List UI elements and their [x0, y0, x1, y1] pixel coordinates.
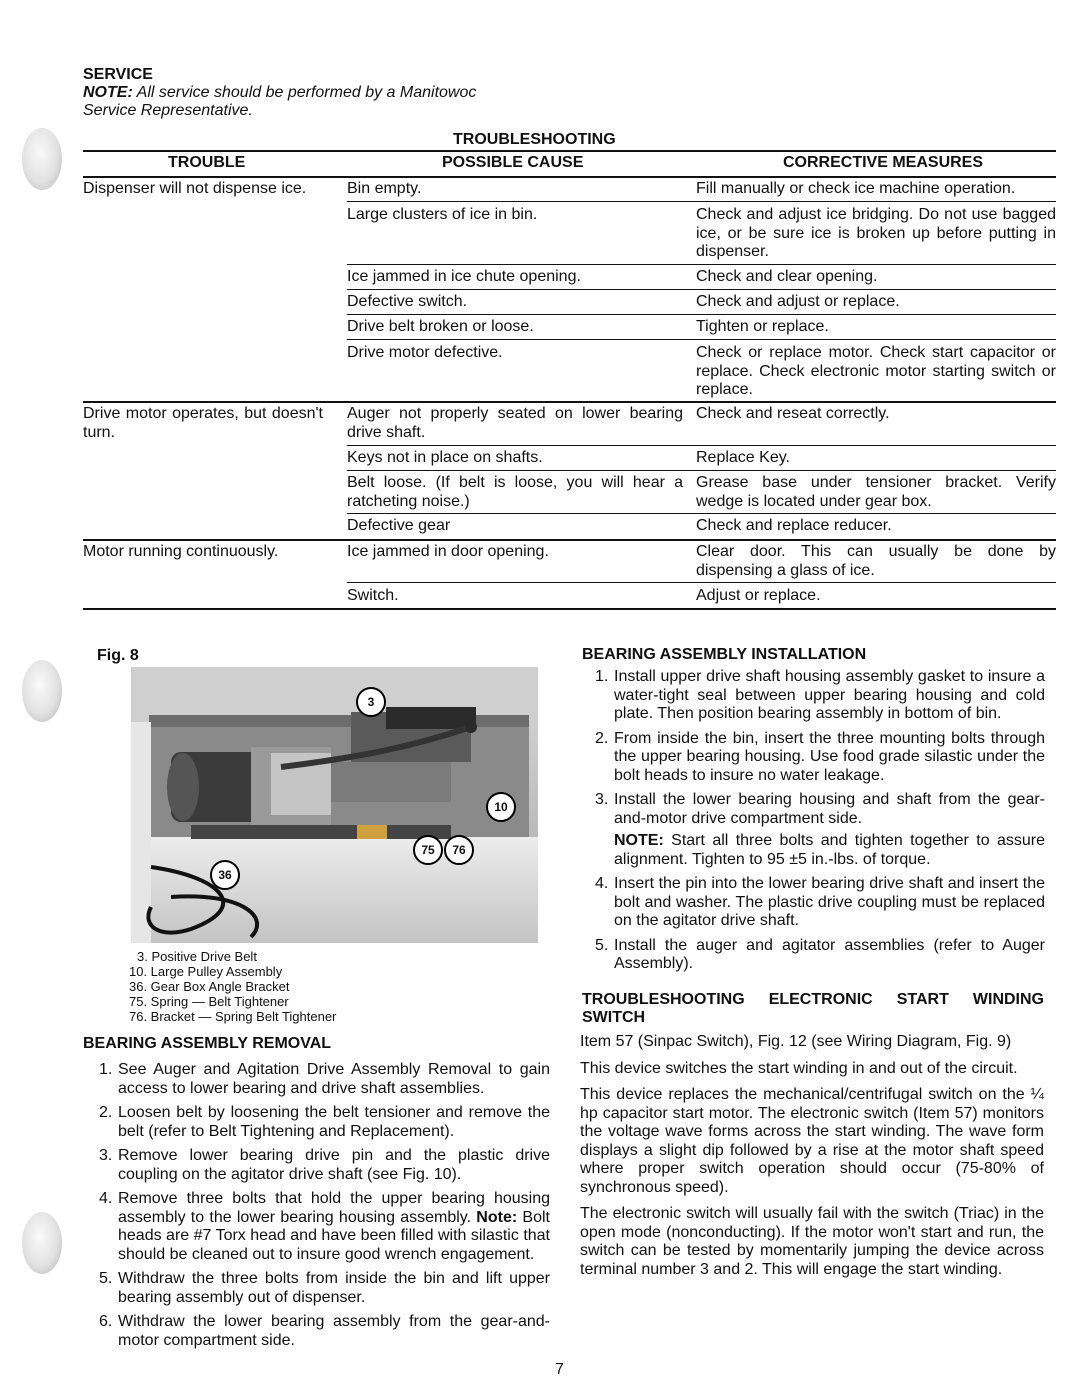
list-item: 1. Install upper drive shaft housing assembly gasket to insure a water-tight seal between upper bearing housing and cold plate. Then position bearing assembly in bottom of bin. — [595, 668, 1045, 722]
measure-cell: Fill manually or check ice machine operation. — [696, 180, 1016, 197]
col-header-trouble: TROUBLE — [168, 154, 246, 171]
installation-heading: BEARING ASSEMBLY INSTALLATION — [582, 646, 867, 663]
measure-cell: Check and adjust ice bridging. Do not use bagged ice, or be sure ice is broken up before putting in dispenser. — [696, 206, 1056, 260]
cause-cell: Defective gear — [347, 517, 451, 534]
switch-heading: TROUBLESHOOTING ELECTRONIC START WINDING SWITCH — [582, 991, 1044, 1026]
list-item: 3. Remove lower bearing drive pin and the plastic drive coupling on the agitator drive shaft (see Fig. 10). — [99, 1147, 550, 1183]
paragraph: The electronic switch will usually fail with the switch (Triac) in the open mode (nonconducting). If the motor won't start and run, the switch can be tested by momentarily jumping the device across terminal number 3 and 2. This will engage the start winding. — [580, 1205, 1044, 1278]
measure-cell: Replace Key. — [696, 449, 790, 466]
troubleshooting-table — [83, 131, 1056, 609]
col-header-cause: POSSIBLE CAUSE — [442, 154, 584, 171]
callout-76: 76 — [444, 835, 474, 865]
paragraph: This device switches the start winding in and out of the circuit. — [580, 1059, 1018, 1077]
paragraph: This device replaces the mechanical/centrifugal switch on the ¼ hp capacitor start motor. The electronic switch (Item 57) monitors the voltage wave forms across the start winding. The wave form displays a slight dip followed by a rise at the motor shaft speed where proper switch operation should occur (75-80% of synchronous speed). — [580, 1086, 1044, 1196]
list-item: 1. See Auger and Agitation Drive Assembly Removal to gain access to lower bearing and drive shaft assemblies. — [99, 1061, 550, 1097]
callout-75: 75 — [413, 835, 443, 865]
list-item: 4. Insert the pin into the lower bearing drive shaft and insert the bolt and washer. The plastic drive coupling must be replaced on the agitator drive shaft. — [595, 875, 1045, 929]
cause-cell: Ice jammed in door opening. — [347, 543, 549, 560]
binder-hole — [22, 660, 62, 722]
measure-cell: Adjust or replace. — [696, 587, 821, 604]
trouble-cell: Drive motor operates, but doesn't turn. — [83, 405, 323, 441]
cause-cell: Bin empty. — [347, 180, 422, 197]
binder-hole — [22, 1212, 62, 1274]
cause-cell: Keys not in place on shafts. — [347, 449, 543, 466]
removal-steps — [81, 1061, 550, 1356]
table-title: TROUBLESHOOTING — [453, 131, 616, 148]
figure-label: Fig. 8 — [97, 647, 139, 664]
measure-cell: Check and adjust or replace. — [696, 293, 900, 310]
figure-captions — [129, 949, 336, 1024]
list-item: 5. Withdraw the three bolts from inside the bin and lift upper bearing assembly out of dispenser. — [99, 1270, 550, 1306]
cause-cell: Ice jammed in ice chute opening. — [347, 268, 581, 285]
note-label: NOTE: — [614, 832, 664, 849]
measure-cell: Clear door. This can usually be done by dispensing a glass of ice. — [696, 543, 1056, 579]
cause-cell: Large clusters of ice in bin. — [347, 206, 538, 223]
col-header-measures: CORRECTIVE MEASURES — [783, 154, 984, 171]
switch-body — [580, 1033, 1044, 1287]
note-line-1: All service should be performed by a Manitowoc — [136, 84, 477, 101]
list-item: 5. Install the auger and agitator assemblies (refer to Auger Assembly). — [595, 936, 1045, 972]
cause-cell: Auger not properly seated on lower bearing drive shaft. — [347, 405, 683, 441]
callout-36: 36 — [210, 860, 240, 890]
cause-cell: Belt loose. (If belt is loose, you will hear a ratcheting noise.) — [347, 474, 683, 510]
measure-cell: Tighten or replace. — [696, 318, 829, 335]
removal-heading: BEARING ASSEMBLY REMOVAL — [83, 1035, 332, 1052]
list-item: 2. From inside the bin, insert the three mounting bolts through the upper bearing housing. Use food grade silastic under the bolt heads to insure no water leakage. — [595, 729, 1045, 784]
measure-cell: Check or replace motor. Check start capacitor or replace. Check electronic motor starting switch or replace. — [696, 344, 1056, 398]
trouble-cell: Motor running continuously. — [83, 543, 279, 560]
measure-cell: Grease base under tensioner bracket. Verify wedge is located under gear box. — [696, 474, 1056, 510]
list-item: 4. Remove three bolts that hold the upper bearing housing assembly to the lower bearing housing assembly. Note: Bolt heads are #7 Torx head and have been filled with silastic that should be cleaned out to insure good wrench engagement. — [99, 1190, 550, 1263]
measure-cell: Check and replace reducer. — [696, 517, 892, 534]
callout-10: 10 — [486, 792, 516, 822]
cause-cell: Defective switch. — [347, 293, 468, 310]
caption-item: 76. Bracket — Spring Belt Tightener — [129, 1009, 337, 1024]
note-line-2: Service Representative. — [83, 102, 253, 119]
callout-3: 3 — [356, 687, 386, 717]
caption-item: 10. Large Pulley Assembly — [129, 964, 283, 979]
list-item: 3. Install the lower bearing housing and shaft from the gear-and-motor drive compartment side. NOTE: Start all three bolts and tighten together to assure alignment. Tighten to 95 ±5 in.-lbs. of torque. — [595, 791, 1045, 868]
list-item: 2. Loosen belt by loosening the belt tensioner and remove the belt (refer to Belt Tightening and Replacement). — [99, 1104, 550, 1140]
motor-assembly-illustration — [131, 667, 538, 943]
caption-item: 75. Spring — Belt Tightener — [129, 994, 289, 1009]
trouble-cell: Dispenser will not dispense ice. — [83, 180, 307, 197]
installation-steps — [577, 668, 1045, 980]
binder-hole — [22, 128, 62, 190]
list-item: 6. Withdraw the lower bearing assembly from the gear-and-motor compartment side. — [99, 1313, 550, 1349]
note-label: NOTE: — [83, 84, 133, 101]
cause-cell: Drive motor defective. — [347, 344, 503, 361]
measure-cell: Check and clear opening. — [696, 268, 878, 285]
cause-cell: Switch. — [347, 587, 399, 604]
caption-item: 36. Gear Box Angle Bracket — [129, 979, 290, 994]
service-note — [83, 84, 563, 120]
section-title: SERVICE — [83, 66, 153, 83]
caption-item: 3. Positive Drive Belt — [137, 949, 257, 964]
measure-cell: Check and reseat correctly. — [696, 405, 890, 422]
note-label: Note: — [476, 1208, 518, 1226]
cause-cell: Drive belt broken or loose. — [347, 318, 534, 335]
page-number: 7 — [555, 1361, 564, 1378]
paragraph: Item 57 (Sinpac Switch), Fig. 12 (see Wiring Diagram, Fig. 9) — [580, 1033, 1012, 1050]
dispenser-motor-photo — [131, 667, 538, 943]
